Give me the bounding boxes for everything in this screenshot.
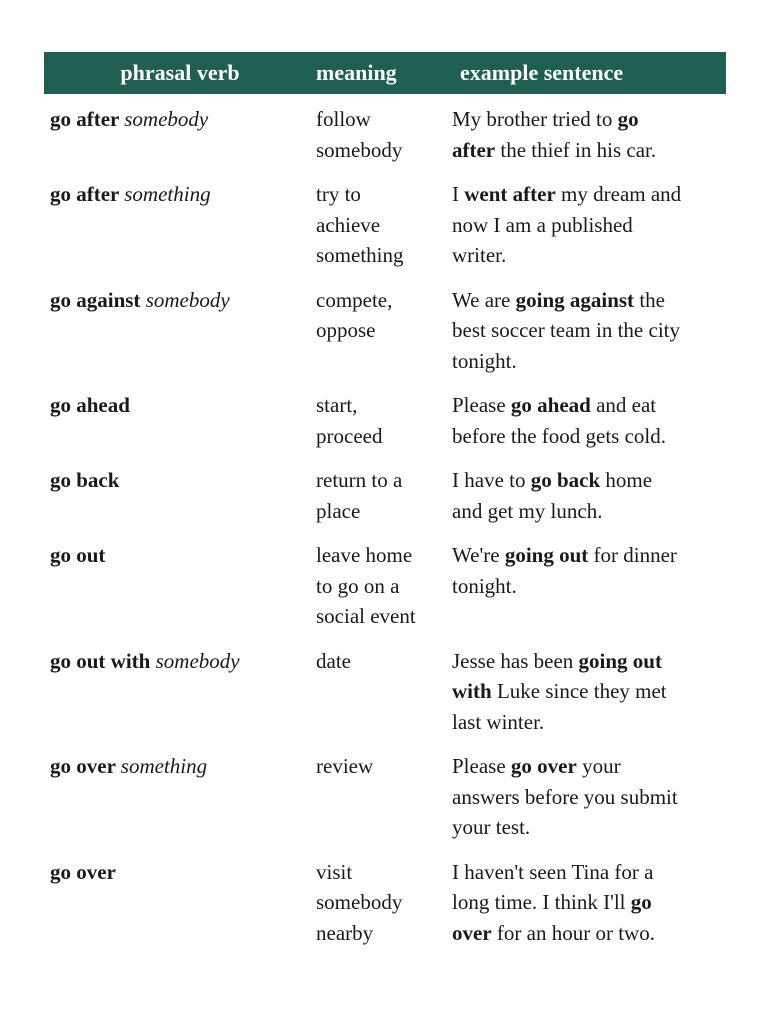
verb-object: somebody: [124, 107, 209, 131]
example-highlight: go over: [510, 754, 577, 778]
phrasal-verb: go out: [50, 543, 106, 567]
example-text: I: [452, 182, 465, 206]
example-highlight: go back: [530, 468, 601, 492]
meaning-cell: start, proceed: [316, 393, 383, 448]
table-header: [44, 52, 726, 94]
example-sentence-cell: [452, 646, 726, 738]
example-text: your answers before you submit your test.: [452, 754, 678, 839]
example-sentence-cell: [452, 751, 726, 843]
example-text: I haven't seen Tina for a long time. I think I'll: [452, 859, 654, 914]
phrasal-verb-cell: [44, 646, 316, 738]
table-row: [44, 646, 726, 738]
phrasal-verb: go ahead: [50, 393, 130, 417]
phrasal-verb-cell: [44, 104, 316, 165]
phrasal-verb-table: [44, 52, 726, 948]
example-sentence-cell: [452, 285, 726, 377]
phrasal-verb-cell: [44, 390, 316, 451]
example-text: We're: [452, 543, 505, 567]
phrasal-verb-cell: [44, 465, 316, 526]
example-text: for an hour or two.: [491, 920, 655, 945]
header-example-sentence: example sentence: [460, 60, 624, 85]
table-row: [44, 285, 726, 377]
example-text: home and get my lunch.: [452, 468, 653, 523]
phrasal-verb: go out with: [50, 648, 151, 673]
meaning-cell: date: [316, 648, 351, 673]
table-row: [44, 390, 726, 451]
phrasal-verb-cell: [44, 751, 316, 843]
example-highlight: going against: [515, 287, 635, 312]
example-text: I have to: [452, 468, 531, 492]
table-row: [44, 179, 726, 271]
example-text: my dream and now I am a published writer.: [452, 182, 682, 267]
example-text: the thief in his car.: [495, 137, 657, 162]
meaning-cell: visit somebody nearby: [316, 859, 403, 945]
example-highlight: go after: [452, 107, 639, 162]
phrasal-verb: go after: [50, 107, 119, 131]
example-sentence-cell: [452, 104, 726, 165]
table-row: [44, 857, 726, 949]
header-phrasal-verb: phrasal verb: [120, 60, 240, 85]
verb-object: somebody: [145, 287, 230, 312]
meaning-cell: return to a place: [316, 468, 403, 523]
meaning-cell: follow somebody: [316, 107, 403, 162]
example-text: Please: [452, 393, 511, 417]
meaning-cell: review: [316, 754, 374, 778]
example-text: Please: [452, 754, 511, 778]
phrasal-verb-cell: [44, 540, 316, 632]
example-highlight: go ahead: [510, 393, 591, 417]
example-sentence-cell: [452, 390, 726, 451]
example-sentence-cell: [452, 179, 726, 271]
phrasal-verb: go after: [50, 182, 119, 206]
phrasal-verb-cell: [44, 179, 316, 271]
phrasal-verb: go over: [50, 859, 116, 884]
header-meaning: meaning: [316, 60, 397, 85]
example-highlight: going out: [504, 543, 589, 567]
table-row: [44, 104, 726, 165]
example-sentence-cell: [452, 540, 726, 632]
example-sentence-cell: [452, 465, 726, 526]
table-row: [44, 540, 726, 632]
verb-object: somebody: [155, 648, 240, 673]
phrasal-verb: go over: [50, 754, 116, 778]
example-text: and eat before the food gets cold.: [452, 393, 667, 448]
meaning-cell: try to achieve something: [316, 182, 404, 267]
verb-object: something: [120, 754, 208, 778]
phrasal-verb: go back: [50, 468, 120, 492]
verb-object: something: [124, 182, 211, 206]
example-highlight: go over: [452, 890, 652, 945]
table-row: [44, 751, 726, 843]
example-text: for dinner tonight.: [452, 543, 677, 598]
example-highlight: going out with: [452, 648, 662, 703]
example-highlight: went after: [464, 182, 556, 206]
example-text: Luke since they met last winter.: [452, 679, 667, 734]
meaning-cell: leave home to go on a social event: [316, 543, 416, 628]
table-body: [44, 104, 726, 948]
table-row: [44, 465, 726, 526]
example-sentence-cell: [452, 857, 726, 949]
phrasal-verb-cell: [44, 857, 316, 949]
phrasal-verb-cell: [44, 285, 316, 377]
example-text: the best soccer team in the city tonight.: [452, 287, 680, 373]
example-text: Jesse has been: [452, 648, 579, 673]
phrasal-verb: go against: [50, 287, 141, 312]
example-text: We are: [452, 287, 516, 312]
example-text: My brother tried to: [452, 107, 618, 131]
meaning-cell: compete, oppose: [316, 287, 393, 342]
